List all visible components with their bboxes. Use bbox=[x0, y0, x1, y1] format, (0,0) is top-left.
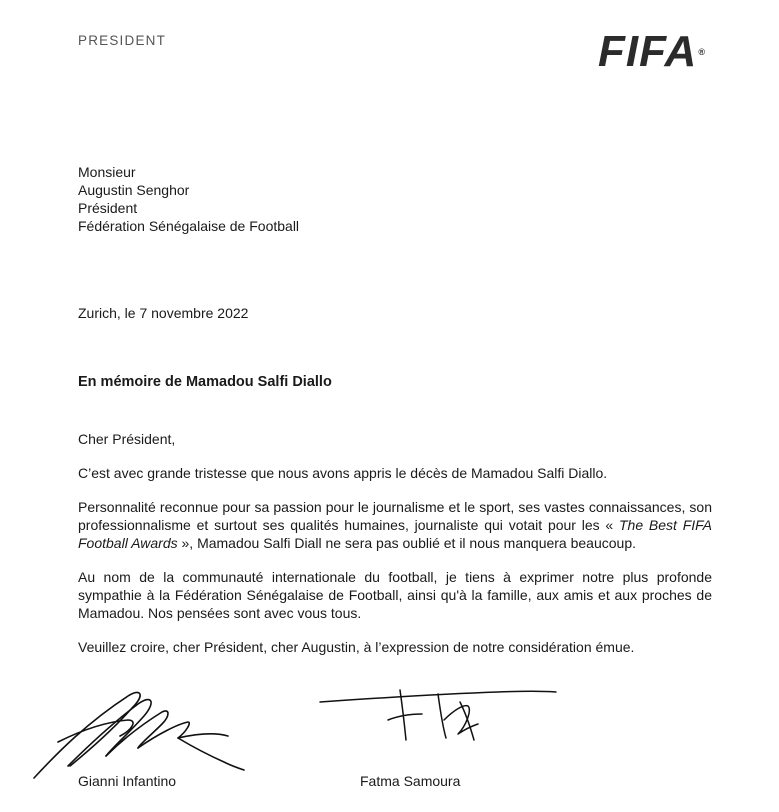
header-label: PRESIDENT bbox=[78, 33, 167, 48]
letter-subject: En mémoire de Mamadou Salfi Diallo bbox=[78, 374, 332, 390]
paragraph-2-end: », Mamadou Salfi Diall ne sera pas oublié et il nous manquera beaucoup. bbox=[177, 535, 636, 551]
paragraph-2 bbox=[78, 498, 712, 552]
recipient-title: Président bbox=[78, 200, 138, 216]
registered-mark: ® bbox=[698, 47, 706, 57]
signature-right bbox=[318, 680, 568, 750]
recipient-salutation: Monsieur bbox=[78, 164, 136, 180]
greeting: Cher Président, bbox=[78, 431, 176, 447]
recipient-address bbox=[78, 163, 299, 235]
paragraph-1: C’est avec grande tristesse que nous avons appris le décès de Mamadou Salfi Diallo. bbox=[78, 465, 608, 481]
logo-text: FIFA bbox=[598, 27, 698, 76]
fifa-logo bbox=[598, 28, 706, 76]
letter-body bbox=[78, 430, 712, 656]
dateline: Zurich, le 7 novembre 2022 bbox=[78, 305, 249, 321]
paragraph-3: Au nom de la communauté internationale du football, je tiens à exprimer notre plus profonde sympathie à la Fédération Sénégalaise de Football, ainsi qu'à la famille, aux amis et aux proches de Mamadou. Nos pensées sont avec vous tous. bbox=[78, 569, 712, 621]
signer-name-left: Gianni Infantino bbox=[78, 773, 177, 789]
signature-left bbox=[28, 682, 268, 782]
recipient-name: Augustin Senghor bbox=[78, 182, 190, 198]
signer-name-right: Fatma Samoura bbox=[360, 773, 461, 789]
paragraph-2-start: Personnalité reconnue pour sa passion pour le journalisme et le sport, ses vastes connaissances, son professionnalisme et surtout ses qualités humaines, journaliste qui votait pour les « bbox=[78, 499, 712, 533]
awards-title: The Best FIFA Football Awards bbox=[78, 517, 712, 551]
paragraph-4: Veuillez croire, cher Président, cher Augustin, à l’expression de notre considération émue. bbox=[78, 639, 635, 655]
recipient-organization: Fédération Sénégalaise de Football bbox=[78, 218, 300, 234]
